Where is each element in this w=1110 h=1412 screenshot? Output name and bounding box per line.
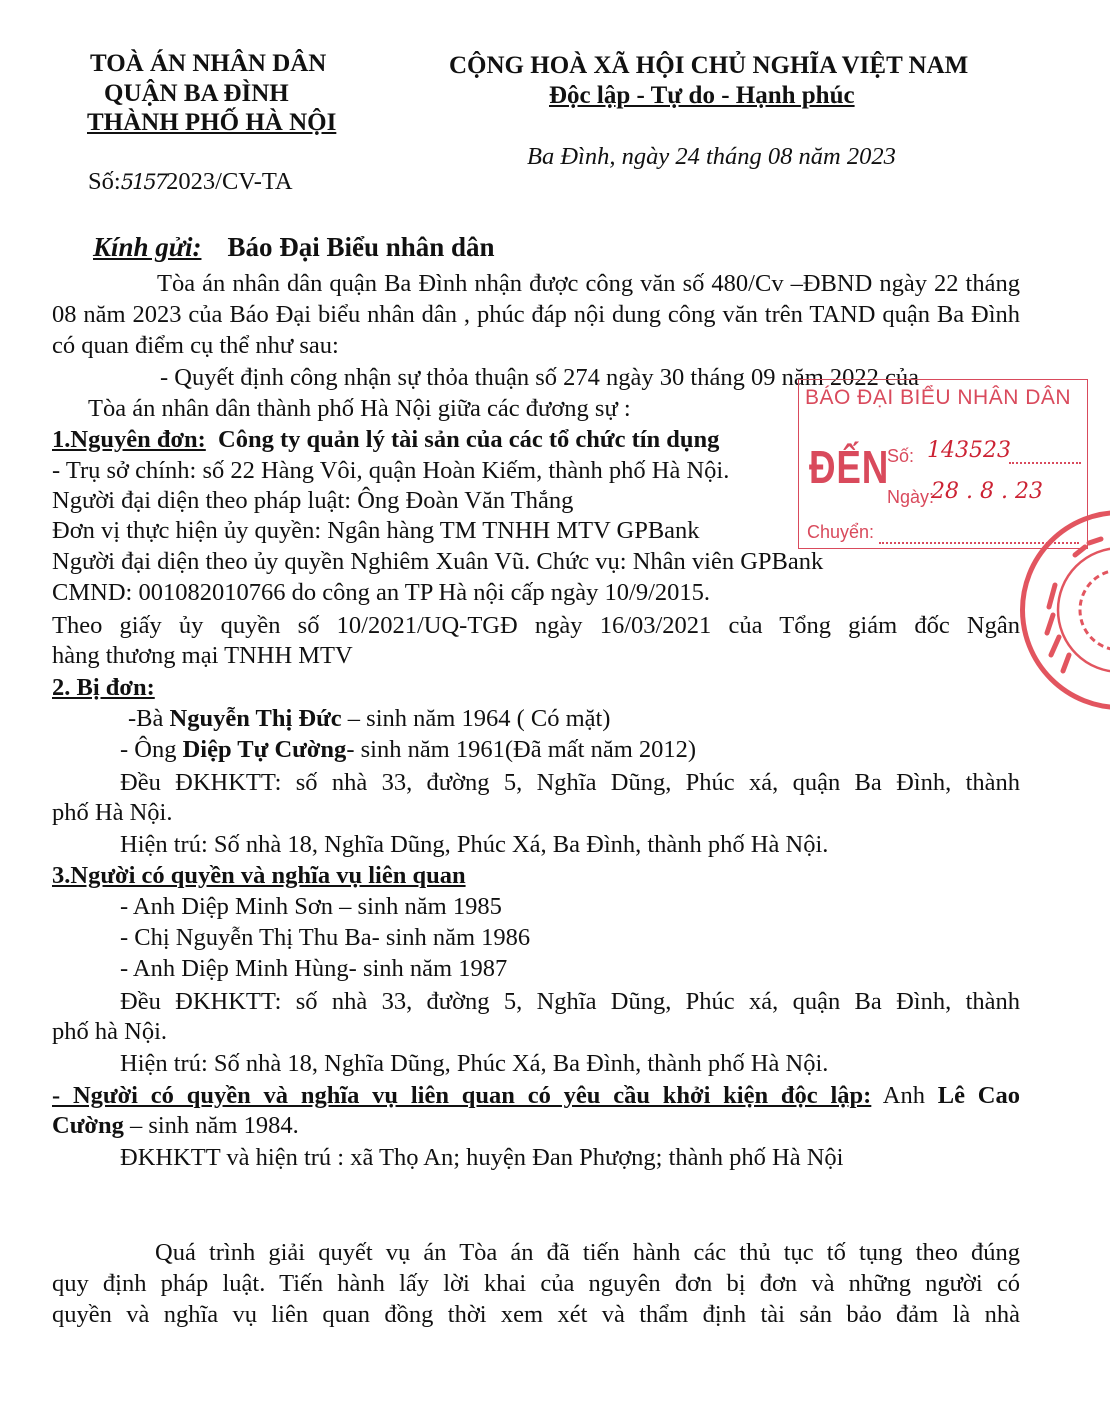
- court-seal: [1020, 510, 1110, 710]
- related-registration-line2: phố hà Nội.: [52, 1018, 167, 1045]
- stamp-transfer-label: Chuyển:: [807, 522, 875, 542]
- stamp-date-value: 28 . 8 . 23: [931, 479, 1043, 504]
- decision-line1: - Quyết định công nhận sự thỏa thuận số 274 ngày 30 tháng 09 năm 2022 của: [160, 364, 920, 391]
- defendant-2-prefix: - Ông: [120, 736, 183, 763]
- process-line1: Quá trình giải quyết vụ án Tòa án đã tiến hành các thủ tục tố tụng theo đúng: [155, 1239, 1020, 1266]
- plaintiff-address: - Trụ sở chính: số 22 Hàng Vôi, quận Hoàn Kiếm, thành phố Hà Nội.: [52, 457, 730, 484]
- plaintiff-name: Công ty quản lý tài sản của các tổ chức tín dụng: [218, 426, 720, 453]
- independent-pre: Anh: [871, 1082, 938, 1109]
- recipient-line: [93, 231, 495, 263]
- stamp-number-dots: [1009, 462, 1081, 464]
- defendant-2-detail: - sinh năm 1961(Đã mất năm 2012): [346, 736, 697, 763]
- related-heading: 3.Người có quyền và nghĩa vụ liên quan: [52, 862, 466, 889]
- seal-emblem-icon: [1025, 515, 1110, 705]
- defendant-1-prefix: -Bà: [128, 705, 170, 732]
- plaintiff-heading: 1.Nguyên đơn:: [52, 426, 206, 453]
- plaintiff-power-line1: Theo giấy ủy quyền số 10/2021/UQ-TGĐ ngày 16/03/2021 của Tổng giám đốc Ngân: [52, 612, 1020, 639]
- related-person-3: - Anh Diệp Minh Hùng- sinh năm 1987: [120, 955, 508, 982]
- recipient-name: Báo Đại Biểu nhân dân: [227, 232, 495, 262]
- related-person-1: - Anh Diệp Minh Sơn – sinh năm 1985: [120, 893, 502, 920]
- related-person-2: - Chị Nguyễn Thị Thu Ba- sinh năm 1986: [120, 924, 531, 951]
- number-prefix: Số:: [88, 168, 121, 195]
- number-suffix: 2023/CV-TA: [166, 168, 293, 195]
- intro-paragraph: Tòa án nhân dân quận Ba Đình nhận được công văn số 480/Cv –ĐBND ngày 22 tháng 08 năm 2023 của Báo Đại biểu nhân dân , phúc đáp nội dung công văn trên TAND quận Ba Đình có quan điểm cụ thể như sau:: [52, 270, 1020, 359]
- plaintiff-legal-rep: Người đại diện theo pháp luật: Ông Đoàn Văn Thắng: [52, 487, 574, 514]
- national-motto: Độc lập - Tự do - Hạnh phúc: [549, 82, 855, 109]
- process-line2: quy định pháp luật. Tiến hành lấy lời khai của nguyên đơn bị đơn và những người có: [52, 1270, 1020, 1297]
- defendant-1-detail: – sinh năm 1964 ( Có mặt): [341, 705, 611, 732]
- decision-line2: Tòa án nhân dân thành phố Hà Nội giữa các đương sự :: [88, 395, 631, 422]
- defendant-registration-line1: Đều ĐKHKTT: số nhà 33, đường 5, Nghĩa Dũng, Phúc xá, quận Ba Đình, thành: [120, 769, 1020, 796]
- stamp-title: BÁO ĐẠI BIỂU NHÂN DÂN: [805, 386, 1072, 409]
- independent-address: ĐKHKTT và hiện trú : xã Thọ An; huyện Đan Phượng; thành phố Hà Nội: [120, 1144, 844, 1171]
- process-line3: quyền và nghĩa vụ liên quan đồng thời xem xét và thẩm định tài sản bảo đảm là nhà: [52, 1301, 1020, 1328]
- defendant-2-name: Diệp Tự Cường: [182, 736, 347, 763]
- related-registration-line1: Đều ĐKHKTT: số nhà 33, đường 5, Nghĩa Dũng, Phúc xá, quận Ba Đình, thành: [120, 988, 1020, 1015]
- court-name-line1: TOÀ ÁN NHÂN DÂN: [90, 50, 327, 77]
- document-number: [88, 167, 293, 197]
- defendant-person-2: [120, 735, 696, 765]
- court-name-line2: QUẬN BA ĐÌNH: [104, 80, 289, 107]
- independent-heading: - Người có quyền và nghĩa vụ liên quan có yêu cầu khởi kiện độc lập:: [52, 1082, 872, 1109]
- independent-name-part1: Lê Cao: [937, 1082, 1020, 1109]
- plaintiff-heading-line: [52, 425, 719, 455]
- document-date: Ba Đình, ngày 24 tháng 08 năm 2023: [527, 143, 896, 170]
- related-residence: Hiện trú: Số nhà 18, Nghĩa Dũng, Phúc Xá, Ba Đình, thành phố Hà Nội.: [120, 1050, 829, 1077]
- plaintiff-delegate-unit: Đơn vị thực hiện ủy quyền: Ngân hàng TM TNHH MTV GPBank: [52, 517, 700, 544]
- independent-claim-line1: [52, 1080, 1020, 1111]
- number-handwritten: 5157: [120, 170, 167, 194]
- court-name-line3: THÀNH PHỐ HÀ NỘI: [87, 109, 337, 136]
- independent-detail: – sinh năm 1984.: [123, 1112, 299, 1139]
- stamp-number-label: Số:: [887, 446, 915, 466]
- independent-name-part2: Cường: [52, 1112, 124, 1139]
- nation-title: CỘNG HOÀ XÃ HỘI CHỦ NGHĨA VIỆT NAM: [449, 52, 969, 79]
- defendant-person-1: [128, 704, 610, 734]
- plaintiff-auth-rep: Người đại diện theo ủy quyền Nghiêm Xuân Vũ. Chức vụ: Nhân viên GPBank: [52, 548, 824, 575]
- independent-claim-line2: [52, 1111, 299, 1141]
- defendant-registration-line2: phố Hà Nội.: [52, 799, 173, 826]
- plaintiff-power-line2: hàng thương mại TNHH MTV: [52, 642, 353, 669]
- stamp-number-value: 143523: [927, 438, 1011, 463]
- defendant-residence: Hiện trú: Số nhà 18, Nghĩa Dũng, Phúc Xá, Ba Đình, thành phố Hà Nội.: [120, 831, 829, 858]
- stamp-date-label: Ngày:: [887, 487, 935, 507]
- plaintiff-id-card: CMND: 001082010766 do công an TP Hà nội cấp ngày 10/9/2015.: [52, 579, 711, 606]
- recipient-label: Kính gửi:: [93, 232, 202, 262]
- stamp-arrival-mark: ĐẾN: [809, 441, 890, 493]
- defendant-1-name: Nguyễn Thị Đức: [169, 705, 342, 732]
- defendant-heading: 2. Bị đơn:: [52, 674, 155, 701]
